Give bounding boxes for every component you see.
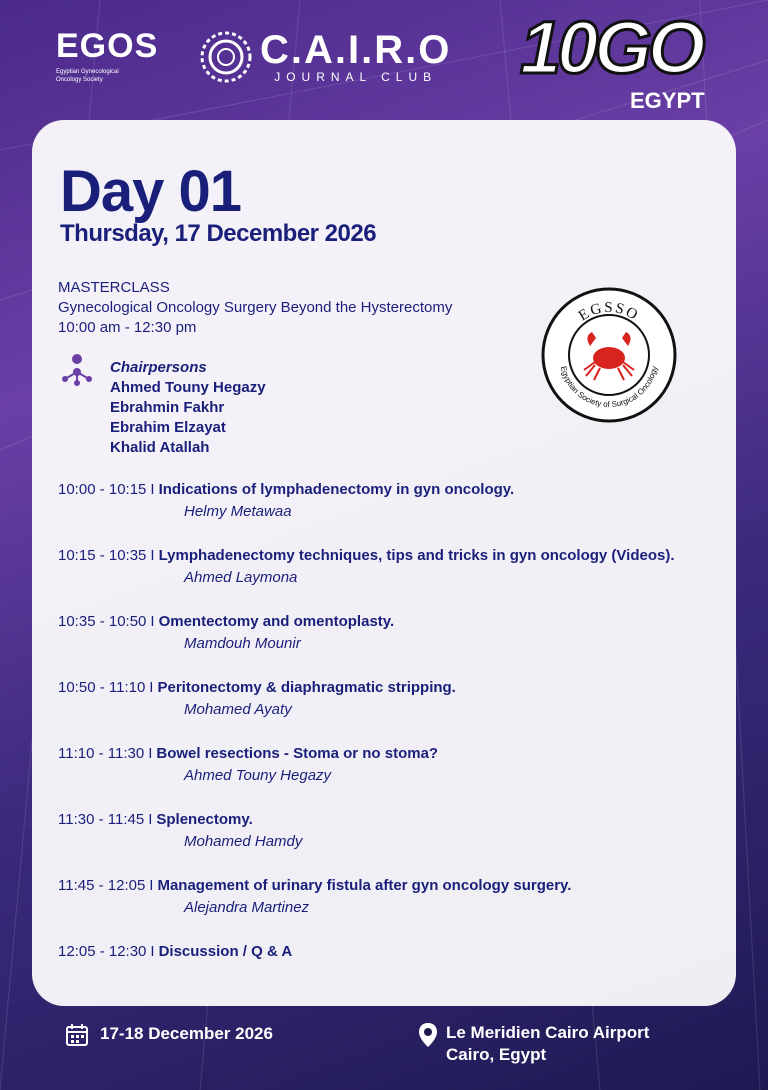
session-row: [58, 546, 675, 588]
egos-logo: [56, 28, 158, 84]
cairo-journal-club-logo: [200, 30, 451, 84]
session-topic: Peritonectomy & diaphragmatic stripping.: [157, 679, 456, 696]
day-date: Thursday, 17 December 2026: [60, 220, 377, 247]
session-separator: I: [150, 481, 155, 498]
program-card: [32, 120, 736, 1006]
session-row: [58, 810, 302, 852]
cairo-emblem-icon: [200, 31, 252, 83]
session-speaker: Mamdouh Mounir: [184, 635, 301, 652]
session-speaker: Ahmed Touny Hegazy: [184, 767, 332, 784]
day-title: Day 01: [60, 159, 242, 224]
calendar-icon: [66, 1024, 88, 1046]
session-topic: Management of urinary fistula after gyn oncology surgery.: [157, 877, 572, 894]
session-separator: I: [150, 613, 155, 630]
session-separator: I: [150, 943, 155, 960]
masterclass-title: Gynecological Oncology Surgery Beyond the Hysterectomy: [58, 299, 453, 316]
session-row: [58, 876, 571, 918]
event-venue: [446, 1022, 649, 1066]
session-row: [58, 744, 438, 786]
chairpersons: [110, 358, 266, 458]
chairpersons-heading: Chairpersons: [110, 359, 207, 376]
chairperson-name: Ebrahmin Fakhr: [110, 399, 225, 416]
session-separator: I: [149, 679, 154, 696]
tenogo-logo-text: 10GO: [520, 6, 702, 89]
session-separator: I: [148, 745, 153, 762]
session-speaker: Mohamed Hamdy: [184, 833, 303, 850]
session-speaker: Alejandra Martinez: [184, 899, 310, 916]
session-time: 12:05 - 12:30: [58, 943, 147, 960]
session-topic: Omentectomy and omentoplasty.: [158, 613, 395, 630]
session-topic: Indications of lymphadenectomy in gyn oncology.: [158, 481, 515, 498]
egsso-logo-name: EGSSO: [575, 299, 642, 325]
session-time: 10:35 - 10:50: [58, 613, 147, 630]
chairperson-name: Ebrahim Elzayat: [110, 419, 226, 436]
session-separator: I: [149, 877, 154, 894]
chairperson-name: Khalid Atallah: [110, 439, 210, 456]
egsso-logo-full-name: Egyptian Society of Surgical Oncology: [558, 365, 660, 410]
cairo-subtitle: JOURNAL CLUB: [274, 70, 438, 84]
egsso-logo: [540, 286, 678, 424]
cairo-title: C.A.I.R.O: [260, 28, 452, 72]
session-separator: I: [148, 811, 153, 828]
header: [0, 0, 768, 120]
session-time: 11:10 - 11:30: [58, 745, 145, 762]
network-icon: [60, 353, 94, 387]
session-topic: Bowel resections - Stoma or no stoma?: [156, 745, 439, 762]
session-time: 10:00 - 10:15: [58, 481, 147, 498]
venue-city: Cairo, Egypt: [446, 1045, 547, 1064]
session-row: [58, 942, 292, 962]
chairperson-name: Ahmed Touny Hegazy: [110, 379, 266, 396]
session-topic: Lymphadenectomy techniques, tips and tricks in gyn oncology (Videos).: [158, 547, 675, 564]
session-speaker: Ahmed Laymona: [184, 569, 298, 586]
session-time: 11:45 - 12:05: [58, 877, 146, 894]
egos-logo-name: EGOS: [56, 27, 159, 65]
masterclass-time: 10:00 am - 12:30 pm: [58, 319, 197, 336]
location-pin-icon: [418, 1022, 438, 1048]
session-time: 11:30 - 11:45: [58, 811, 145, 828]
tenogo-country: EGYPT: [630, 88, 705, 113]
session-topic: Splenectomy.: [156, 811, 253, 828]
venue-name: Le Meridien Cairo Airport: [446, 1023, 650, 1042]
session-row: [58, 678, 456, 720]
masterclass-intro: [58, 278, 452, 338]
footer: [0, 1006, 768, 1090]
session-row: [58, 612, 394, 654]
session-row: [58, 480, 514, 522]
session-time: 10:50 - 11:10: [58, 679, 146, 696]
egos-logo-subtitle: Egyptian Gynecological Oncology Society: [56, 69, 119, 83]
session-time: 10:15 - 10:35: [58, 547, 147, 564]
masterclass-category: MASTERCLASS: [58, 279, 170, 296]
event-dates: 17-18 December 2026: [100, 1024, 273, 1043]
tenogo-egypt-logo: [520, 8, 720, 118]
session-topic: Discussion / Q & A: [158, 943, 293, 960]
session-separator: I: [150, 547, 155, 564]
session-speaker: Helmy Metawaa: [184, 503, 292, 520]
session-speaker: Mohamed Ayaty: [184, 701, 292, 718]
